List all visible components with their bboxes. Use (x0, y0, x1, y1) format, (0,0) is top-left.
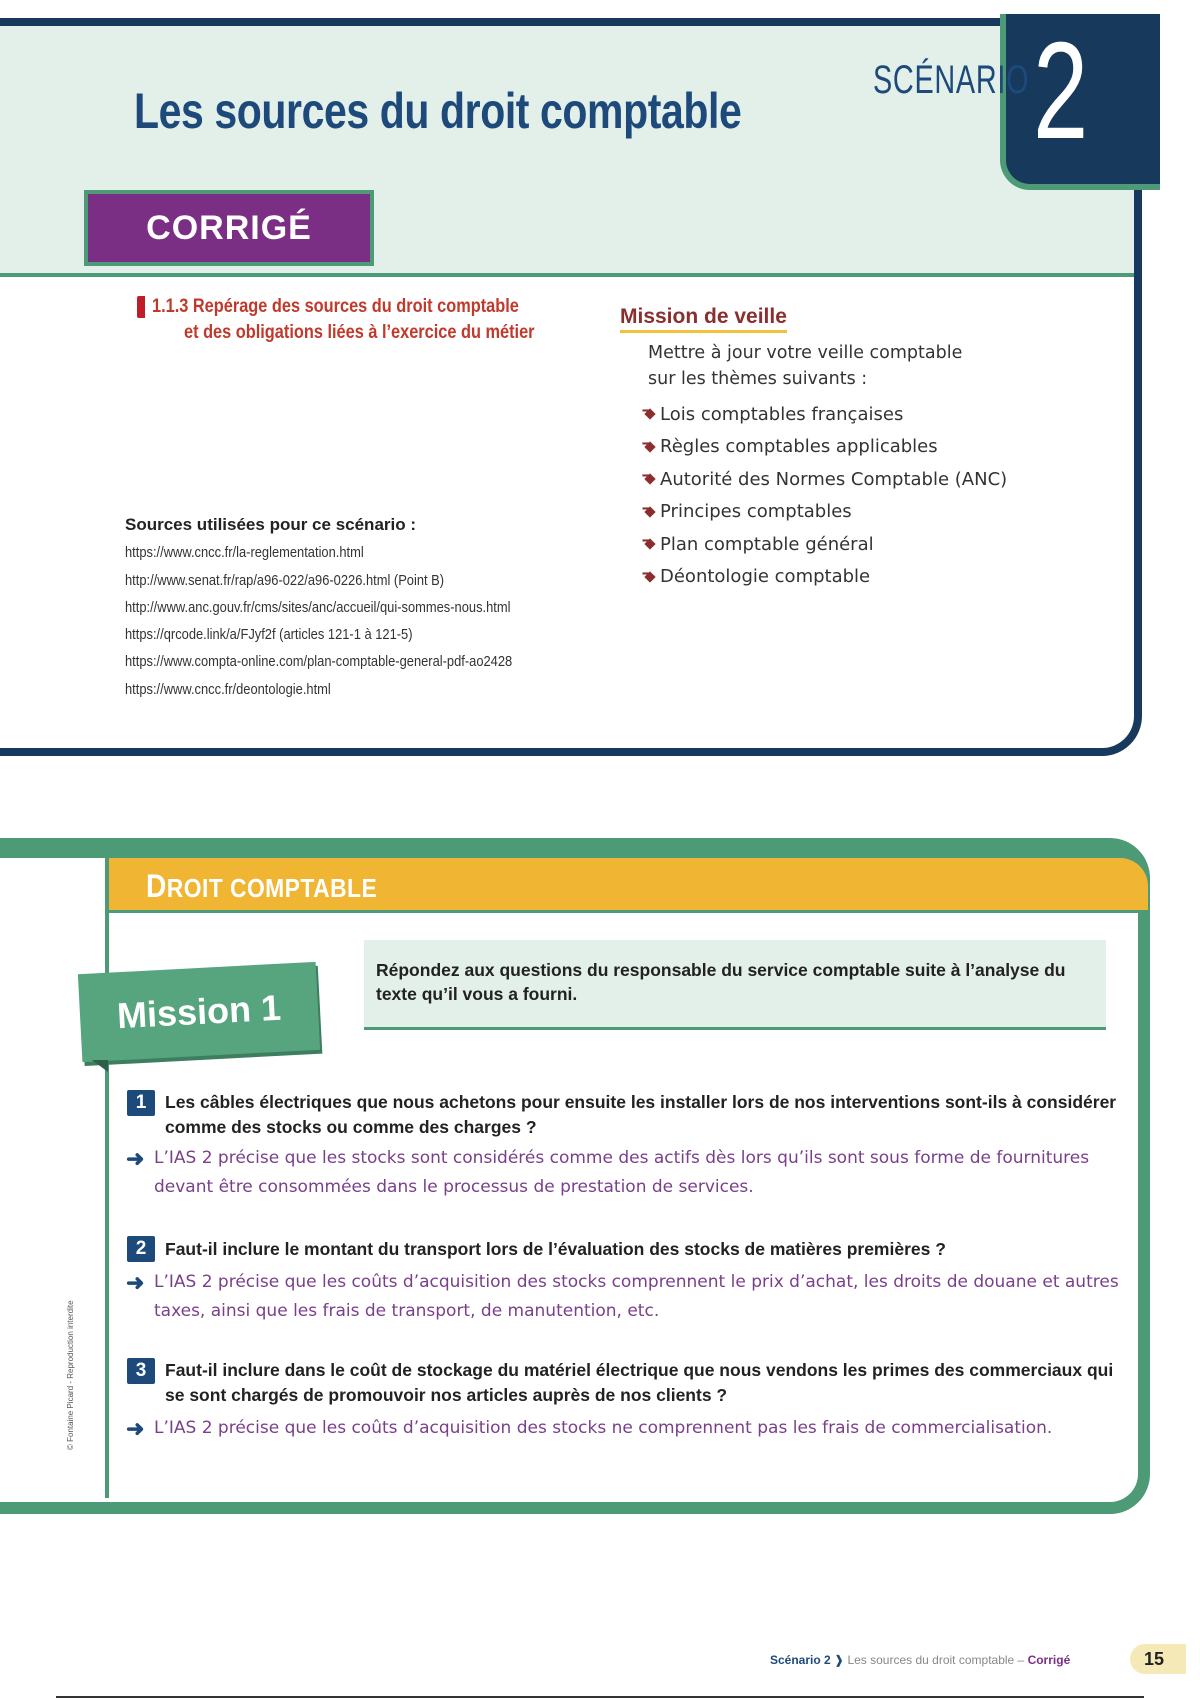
answer-arrow-icon: ➜ (126, 1416, 145, 1441)
section-title-rest: ROIT COMPTABLE (166, 873, 378, 903)
list-item-label: Autorité des Normes Comptable (ANC) (660, 468, 1008, 490)
question-number: 1 (127, 1090, 155, 1116)
page-title: Les sources du droit comptable (134, 83, 742, 139)
footer-rule (56, 1696, 1144, 1698)
list-item-label: Lois comptables françaises (660, 403, 904, 425)
arrow-bullet-icon (644, 474, 655, 485)
question-text: Les câbles électriques que nous achetons pour ensuite les installer lors de nos interventions sont-ils à considérer comme des stocks ou comme des charges ? (165, 1092, 1117, 1137)
reference-marker-icon (137, 296, 145, 318)
list-item-label: Règles comptables applicables (660, 436, 938, 458)
list-item (646, 463, 1007, 496)
scenario-label: SCÉNARIO (873, 58, 1030, 102)
sources-heading: Sources utilisées pour ce scénario : (125, 515, 417, 534)
footer-corrige: Corrigé (1027, 1653, 1071, 1667)
reference-line-1: 1.1.3 Repérage des sources du droit comptable (152, 296, 519, 317)
list-item (646, 561, 1007, 594)
answer-arrow-icon: ➜ (126, 1270, 145, 1295)
veille-intro-line: sur les thèmes suivants : (648, 369, 868, 389)
corrige-badge: CORRIGÉ (84, 190, 374, 266)
question-text: Faut-il inclure le montant du transport lors de l’évaluation des stocks de matières premières ? (165, 1239, 946, 1259)
arrow-bullet-icon (644, 409, 655, 420)
list-item (646, 398, 1007, 431)
arrow-bullet-icon (644, 506, 655, 517)
mission-veille-heading: Mission de veille (620, 305, 787, 333)
answer-text: L’IAS 2 précise que les coûts d’acquisition des stocks comprennent le prix d’achat, les droits de douane et autres taxes, ainsi que les frais de transport, de manutention, etc. (154, 1272, 1119, 1321)
source-link[interactable]: http://www.senat.fr/rap/a96-022/a96-0226.html (Point B) (125, 572, 445, 589)
source-link[interactable]: https://qrcode.link/a/FJyf2f (articles 121-1 à 121-5) (125, 626, 413, 643)
ribbon-fold (92, 1060, 108, 1072)
copyright-note: © Fontaine Picard - Reproduction interdite (66, 1300, 75, 1450)
arrow-bullet-icon (644, 441, 655, 452)
section-title (146, 868, 377, 905)
arrow-bullet-icon (644, 571, 655, 582)
list-item (646, 431, 1007, 464)
list-item-label: Principes comptables (660, 501, 852, 523)
instruction-box: Répondez aux questions du responsable du service comptable suite à l’analyse du texte qu’il vous a fourni. (364, 940, 1106, 1030)
source-link[interactable]: https://www.compta-online.com/plan-comptable-general-pdf-ao2428 (125, 653, 513, 670)
answer-text: L’IAS 2 précise que les coûts d’acquisition des stocks ne comprennent pas les frais de commercialisation. (154, 1418, 1053, 1438)
list-item-label: Déontologie comptable (660, 566, 871, 588)
veille-list (646, 398, 1007, 593)
footer-breadcrumb (770, 1653, 1070, 1667)
veille-intro-line: Mettre à jour votre veille comptable (648, 343, 963, 363)
source-link[interactable]: https://www.cncc.fr/deontologie.html (125, 681, 331, 698)
veille-intro (648, 340, 962, 392)
question-text: Faut-il inclure dans le coût de stockage du matériel électrique que nous vendons les primes des commerciaux qui se sont chargés de promouvoir nos articles auprès de nos clients ? (165, 1360, 1114, 1405)
source-link[interactable]: http://www.anc.gouv.fr/cms/sites/anc/accueil/qui-sommes-nous.html (125, 599, 511, 616)
left-divider (105, 858, 109, 1498)
list-item (646, 528, 1007, 561)
list-item-label: Plan comptable général (660, 533, 874, 555)
mission-label: Mission 1 (78, 962, 320, 1062)
reference-line-2: et des obligations liées à l’exercice du métier (184, 322, 535, 343)
footer-title: Les sources du droit comptable – (847, 1653, 1025, 1667)
section-title-initial: D (146, 868, 167, 904)
answer-text: L’IAS 2 précise que les stocks sont considérés comme des actifs dès lors qu’ils sont sous forme de fournitures devant être consommées dans le processus de prestation de services. (154, 1148, 1090, 1197)
footer-scenario: Scénario 2 (770, 1653, 831, 1667)
footer-separator: ❱ (834, 1653, 845, 1667)
question-number: 3 (127, 1358, 155, 1384)
page-number: 15 (1130, 1644, 1186, 1674)
arrow-bullet-icon (644, 539, 655, 550)
source-link[interactable]: https://www.cncc.fr/la-reglementation.html (125, 544, 364, 561)
question-number: 2 (127, 1236, 155, 1262)
answer-arrow-icon: ➜ (126, 1146, 145, 1171)
list-item (646, 496, 1007, 529)
scenario-number: 2 (1033, 14, 1089, 168)
